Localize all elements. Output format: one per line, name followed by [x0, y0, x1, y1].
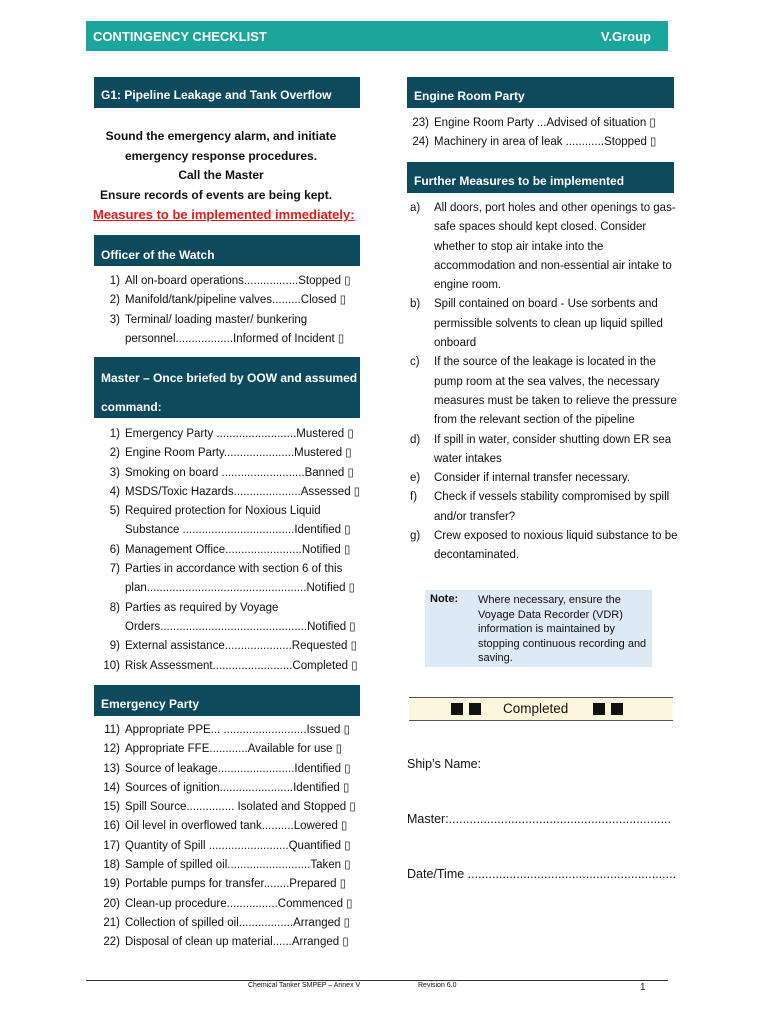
- section-header-label: command:: [101, 400, 162, 414]
- checklist-row[interactable]: [94, 444, 360, 463]
- checklist-row[interactable]: [94, 875, 360, 894]
- item-number: 3): [109, 466, 120, 479]
- item-number: 24): [412, 136, 429, 149]
- item-number: 6): [109, 543, 120, 556]
- item-number: 22): [103, 936, 120, 949]
- item-text: Source of leakage........................Identified ▯: [125, 762, 351, 775]
- item-text: Risk Assessment.........................Completed ▯: [125, 659, 358, 672]
- item-text: Spill contained on board - Use sorbents and permissible solvents to clean up liquid spilled onboard: [434, 298, 663, 350]
- item-text: Manifold/tank/pipeline valves.........Closed ▯: [125, 294, 347, 307]
- further-measure-item: [410, 353, 678, 430]
- checklist-row[interactable]: [94, 330, 360, 349]
- title-banner: [86, 21, 668, 51]
- ship-name-field[interactable]: Ship’s Name:: [407, 757, 482, 771]
- item-text: Disposal of clean up material......Arranged ▯: [125, 936, 349, 949]
- item-text: Clean-up procedure................Commenced ▯: [125, 897, 353, 910]
- item-number: 23): [412, 117, 429, 129]
- immediate-measures-heading: Measures to be implemented immediately:: [93, 207, 355, 222]
- footer-divider: [86, 980, 668, 981]
- item-text: Consider if internal transfer necessary.: [434, 472, 631, 485]
- item-text: Sources of ignition.......................Identified ▯: [125, 781, 350, 794]
- item-text: Substance ...................................Identified ▯: [125, 524, 351, 537]
- section-header-label: Officer of the Watch: [101, 248, 215, 262]
- item-text: Management Office........................Notified ▯: [125, 543, 351, 556]
- item-text: Appropriate PPE... ..........................Issued ▯: [125, 724, 350, 736]
- item-text: Required protection for Noxious Liquid: [125, 505, 321, 518]
- item-text: All doors, port holes and other openings to gas-safe spaces should kept closed. Consider whether to stop air intake into the accommodation and non-essential air intake to engine room.: [434, 202, 676, 292]
- note-text: Where necessary, ensure the Voyage Data Recorder (VDR) information is maintained by stopping continuous recording and saving.: [478, 594, 647, 664]
- section-header-oow: [94, 235, 360, 266]
- further-measure-item: [410, 488, 678, 527]
- checklist-row[interactable]: [94, 599, 360, 618]
- item-text: Crew exposed to noxious liquid substance to be decontaminated.: [434, 530, 678, 562]
- footer-revision: Revision 6.0: [418, 982, 457, 989]
- note-label: Note:: [430, 593, 459, 605]
- section-header-label: Further Measures to be implemented: [414, 174, 625, 188]
- checklist-row[interactable]: [94, 521, 360, 540]
- checklist-row[interactable]: [94, 579, 360, 598]
- square-icon: [611, 703, 623, 715]
- item-text: Parties as required by Voyage: [125, 601, 279, 614]
- intro-line: Sound the emergency alarm, and initiate: [105, 129, 337, 143]
- intro-line: Call the Master: [178, 168, 264, 182]
- section-header-engine: [407, 77, 674, 108]
- checklist-row[interactable]: [94, 760, 360, 779]
- item-number: 10): [103, 659, 120, 672]
- item-number: 17): [103, 839, 120, 852]
- intro-line: emergency response procedures.: [124, 148, 318, 163]
- item-letter: e): [410, 472, 421, 485]
- footer-document: Chemical Tanker SMPEP – Annex V: [248, 982, 361, 989]
- completed-banner: [409, 697, 673, 721]
- page-number: 1: [640, 982, 646, 993]
- item-text: If the source of the leakage is located in the pump room at the sea valves, the necessary measures must be taken to relieve the pressure from the relevant section of the pipeline: [434, 356, 677, 427]
- checklist-row[interactable]: [94, 464, 360, 483]
- item-number: 11): [104, 724, 120, 736]
- item-number: 8): [109, 601, 120, 614]
- item-letter: d): [410, 433, 421, 446]
- item-number: 5): [109, 505, 120, 518]
- checklist-row[interactable]: [94, 895, 360, 914]
- checklist-row[interactable]: [94, 740, 360, 759]
- checklist-row[interactable]: [94, 721, 360, 740]
- checklist-row[interactable]: [94, 637, 360, 656]
- item-text: plan..................................................Notified ▯: [125, 582, 356, 595]
- item-text: Smoking on board ..........................Banned ▯: [125, 466, 354, 479]
- item-number: 18): [103, 859, 120, 872]
- item-text: Engine Room Party......................Mustered ▯: [125, 447, 352, 460]
- item-number: 13): [103, 762, 120, 775]
- engine-checklist: [403, 114, 673, 153]
- item-number: 14): [103, 781, 120, 794]
- item-number: 2): [109, 294, 120, 307]
- checklist-row[interactable]: [94, 856, 360, 875]
- item-text: Check if vessels stability compromised by spill and/or transfer?: [434, 491, 670, 523]
- section-header-label: Emergency Party: [101, 697, 200, 711]
- section-header-label: Master – Once briefed by OOW and assumed: [101, 371, 358, 385]
- item-text: personnel..................Informed of Incident ▯: [125, 332, 345, 345]
- section-header-emergency: [94, 685, 360, 716]
- checklist-row[interactable]: [94, 933, 360, 952]
- item-letter: b): [410, 298, 421, 311]
- checklist-row[interactable]: [94, 425, 360, 444]
- item-number: 15): [103, 801, 120, 814]
- section-header-label: Engine Room Party: [414, 89, 525, 103]
- further-measure-item: [410, 469, 678, 488]
- item-text: Machinery in area of leak ............Stopped ▯: [434, 136, 657, 149]
- item-text: Oil level in overflowed tank..........Lowered ▯: [125, 820, 348, 833]
- completed-label: Completed: [503, 701, 569, 716]
- square-icon: [469, 703, 481, 715]
- item-text: Sample of spilled oil..........................Taken ▯: [125, 859, 351, 872]
- checklist-row[interactable]: [94, 837, 360, 856]
- date-time-field[interactable]: Date/Time ............................................................: [407, 867, 677, 881]
- item-number: 1): [109, 275, 120, 287]
- item-letter: g): [410, 530, 421, 543]
- checklist-row[interactable]: [94, 541, 360, 560]
- checklist-row[interactable]: [94, 272, 360, 291]
- master-signature-field[interactable]: Master:................................................................: [407, 812, 671, 826]
- checklist-row[interactable]: [94, 311, 360, 330]
- oow-checklist: [94, 272, 360, 349]
- checklist-row[interactable]: [94, 817, 360, 836]
- item-number: 3): [109, 313, 120, 326]
- item-text: Spill Source............... Isolated and Stopped ▯: [125, 801, 356, 814]
- checklist-row[interactable]: [94, 502, 360, 521]
- section-header-g1: [94, 77, 360, 108]
- item-text: External assistance.....................Requested ▯: [125, 640, 357, 653]
- item-text: Terminal/ loading master/ bunkering: [125, 313, 308, 326]
- further-measures-list: [410, 199, 678, 566]
- item-number: 12): [103, 743, 120, 756]
- item-text: Collection of spilled oil.................Arranged ▯: [125, 916, 350, 929]
- item-text: All on-board operations.................Stopped ▯: [125, 275, 351, 287]
- master-checklist: [94, 425, 360, 676]
- brand-name: V.Group: [600, 29, 651, 44]
- further-measure-item: [410, 431, 678, 470]
- checklist-row[interactable]: [94, 779, 360, 798]
- checklist-row[interactable]: [94, 483, 360, 502]
- item-text: If spill in water, consider shutting down ER sea water intakes: [434, 433, 672, 465]
- item-text: Orders..............................................Notified ▯: [125, 620, 356, 633]
- item-letter: f): [410, 491, 418, 504]
- item-text: MSDS/Toxic Hazards.....................Assessed ▯: [125, 485, 361, 498]
- checklist-row[interactable]: [94, 291, 360, 310]
- item-text: Parties in accordance with section 6 of this: [125, 563, 343, 576]
- intro-instructions: [96, 127, 346, 205]
- section-header-further: [407, 162, 674, 193]
- section-header-label: G1: Pipeline Leakage and Tank Overflow: [101, 88, 332, 102]
- section-header-master: [94, 357, 360, 418]
- item-number: 16): [103, 820, 120, 833]
- item-number: 20): [103, 897, 120, 910]
- item-text: Appropriate FFE............Available for use ▯: [125, 743, 343, 756]
- square-icon: [451, 703, 463, 715]
- checklist-row[interactable]: [94, 657, 360, 676]
- checklist-row[interactable]: [94, 618, 360, 637]
- note-box: [425, 590, 652, 667]
- further-measure-item: [410, 199, 678, 295]
- further-measure-item: [410, 527, 678, 566]
- checklist-row[interactable]: [94, 560, 360, 579]
- item-number: 4): [109, 485, 120, 498]
- emergency-checklist: [94, 721, 360, 953]
- item-text: Engine Room Party ...Advised of situation ▯: [434, 117, 656, 129]
- item-text: Portable pumps for transfer........Prepared ▯: [125, 878, 347, 891]
- checklist-row[interactable]: [403, 114, 673, 133]
- item-number: 9): [109, 640, 120, 653]
- item-text: Quantity of Spill .........................Quantified ▯: [125, 839, 351, 852]
- checklist-row[interactable]: [94, 798, 360, 817]
- item-number: 19): [103, 878, 120, 891]
- item-number: 7): [109, 563, 120, 576]
- intro-line: Ensure records of events are being kept.: [100, 187, 333, 202]
- item-number: 2): [109, 447, 120, 460]
- item-number: 1): [109, 428, 120, 440]
- item-letter: c): [410, 356, 420, 369]
- page-title: CONTINGENCY CHECKLIST: [93, 29, 267, 44]
- further-measure-item: [410, 295, 678, 353]
- item-number: 21): [103, 916, 120, 929]
- item-text: Emergency Party .........................Mustered ▯: [125, 428, 354, 440]
- checklist-row[interactable]: [94, 914, 360, 933]
- item-letter: a): [410, 202, 421, 214]
- square-icon: [593, 703, 605, 715]
- checklist-row[interactable]: [403, 133, 673, 152]
